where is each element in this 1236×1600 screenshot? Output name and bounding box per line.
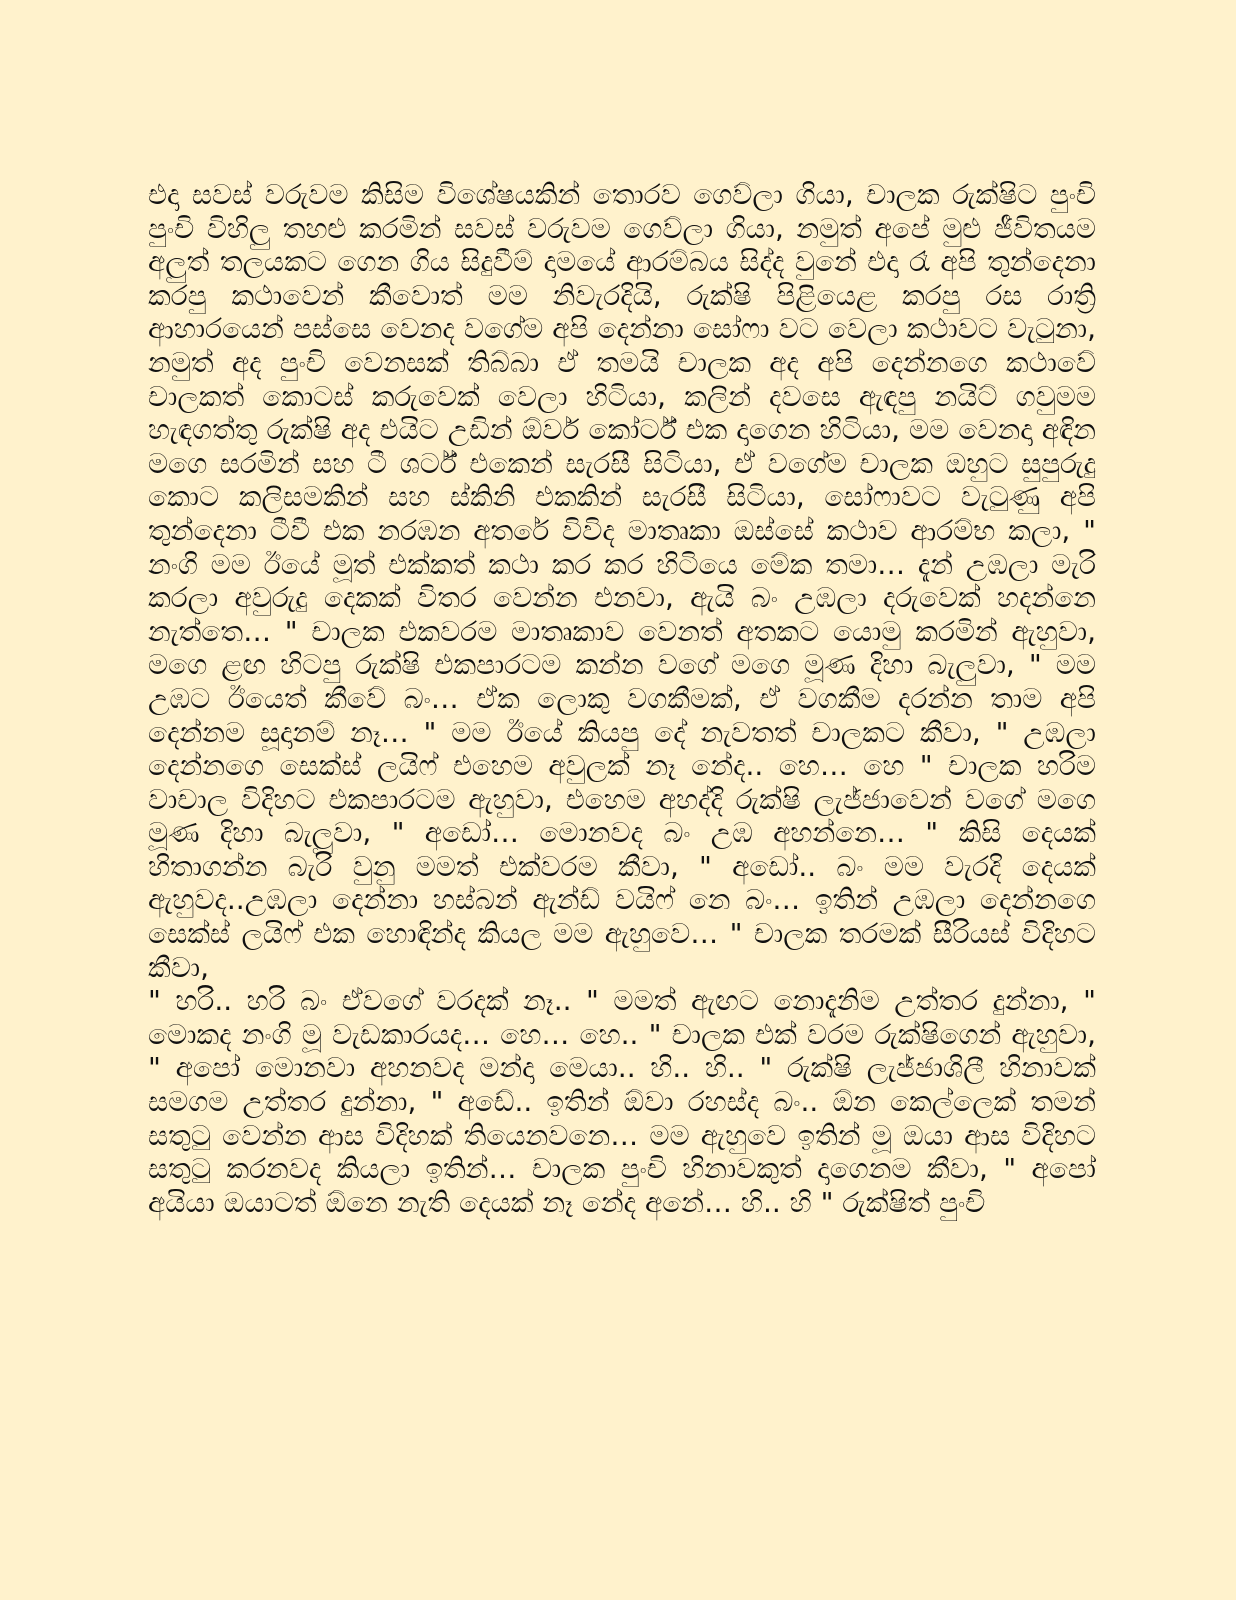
paragraph: " හරි.. හරි බං ඒවගේ වරදක් නෑ.. " මමත් ඇඟට නොදැනිම උත්තර දුන්නා, " මොකද නංගි මූ වැඩකාරයද… හෙ… හෙ.. " චාලක එක් වරම රුක්ෂිගෙන් ඇහුවා, " අපෝ මොනවා අහනවද මන්දා මෙයා.. හි.. හි.. " රුක්ෂි ලැජ්ජාශිලී හිනාවක් සමගම උත්තර දුන්නා, " අඩේ.. ඉතින් ඕවා රහස්ද බං.. ඕන කෙල්ලෙක් තමන් සතුටු වෙන්න ආස විදිහක් තියෙනවනෙ… මම ඇහුවෙ ඉතින් මූ ඔයා ආස විදිහට සතුටු කරනවද කියලා ඉතින්… චාලක පුංචි හිනාවකුත් දාගෙනම කීවා, " අපෝ අයියා ඔයාටත් ඕනෙ නැති දෙයක් නෑ නේද අනේ… හි.. හි " රුක්ෂිත් පුංචි xyxy=(148,984,1096,1219)
story-text xyxy=(148,178,1096,1219)
paragraph: එදා සවස් වරුවම කිසිම විශේෂයකින් තොරව ගෙව්ලා ගියා, චාලක රුක්ෂිට පුංචි පුංචි විහිලු තහළු කරමින් සවස් වරුවම ගෙව්ලා ගියා, නමුත් අපේ මුළු ජීවිතයම අලුත් තලයකට ගෙන ගිය සිදුවීම් දාමයේ ආරම්බය සිද්ද වුනේ එදා රෑ අපි තුන්දෙනා කරපු කථාවෙන් කීවොත් මම නිවැරදියි, රුක්ෂි පිළියෙළ කරපු රස රාත්‍රි ආහාරයෙන් පස්සෙ වෙනද වගේම අපි දෙන්නා සෝෆා වට වෙලා කථාවට වැටුනා, නමුත් අද පුංචි වෙනසක් තිබ්බා ඒ තමයි චාලක අද අපි දෙන්නගෙ කථාවේ චාලකත් කොටස් කරුවෙක් වෙලා හිටියා, කලින් දවසෙ ඇඳපු නයිට් ගවුමම හැඳගත්තු රුක්ෂි අද එයිට උඩින් ඕවර් කෝර්ට් එක දාගෙන හිටියා, මම වෙනදා අඳින මගෙ සරමින් සහ ටී ශර්ට් එකෙන් සැරසී සිටියා, ඒ වගේම චාලක ඔහුට සුපුරුදු කොට කලිසමකින් සහ ස්කිනි එකකින් සැරසී සිටියා, සෝෆාවට වැටුණු අපි තුන්දෙනා ටීවී එක නරඹන අතරේ විවිද මාතෘකා ඔස්සේ කථාව ආරම්භ කලා, " නංගි මම ඊයේ මූත් එක්කත් කථා කර කර හිටියෙ මේක තමා… දැන් උඹලා මැරි කරලා අවුරුදු දෙකක් විතර වෙන්න එනවා, ඇයි බං උඹලා දරුවෙක් හදන්නෙ නැත්තෙ… " චාලක එකවරම මාතෘකාව වෙනත් අතකට යොමු කරමින් ඇහුවා, මගෙ ළඟ හිටපු රුක්ෂි එකපාරටම කන්න වගේ මගෙ මූණ දිහා බැලුවා, " මම උඹට ඊයෙත් කීවේ බං… ඒක ලොකු වගකීමක්, ඒ වගකීම දරන්න තාම අපි දෙන්නම සූදානම් නෑ… " මම ඊයේ කියපු දේ නැවතත් චාලකට කීවා, " උඹලා දෙන්නගෙ සෙක්ස් ලයිෆ් එහෙම අවුලක් නෑ නේද.. හෙ… හෙ " චාලක හරිම වාචාල විදිහට එකපාරටම ඇහුවා, එහෙම අහද්දි රුක්ෂි ලැජ්ජාවෙන් වගේ මගෙ මූණ දිහා බැලුවා, " අඩෝ… මොනවද බං උඹ අහන්නෙ… " කිසි දෙයක් හිතාගන්න බැරි වුනු මමත් එක්වරම කීවා, " අඩෝ.. බං මම වැරදි දෙයක් ඇහුවද..උඹලා දෙන්නා හස්බන් ඇන්ඩ් වයිෆ් නෙ බං… ඉතින් උඹලා දෙන්නගෙ සෙක්ස් ලයිෆ් එක හොඳින්ද කියල මම ඇහුවෙ… " චාලක තරමක් සීරියස් විදිහට කීවා, xyxy=(148,178,1096,984)
